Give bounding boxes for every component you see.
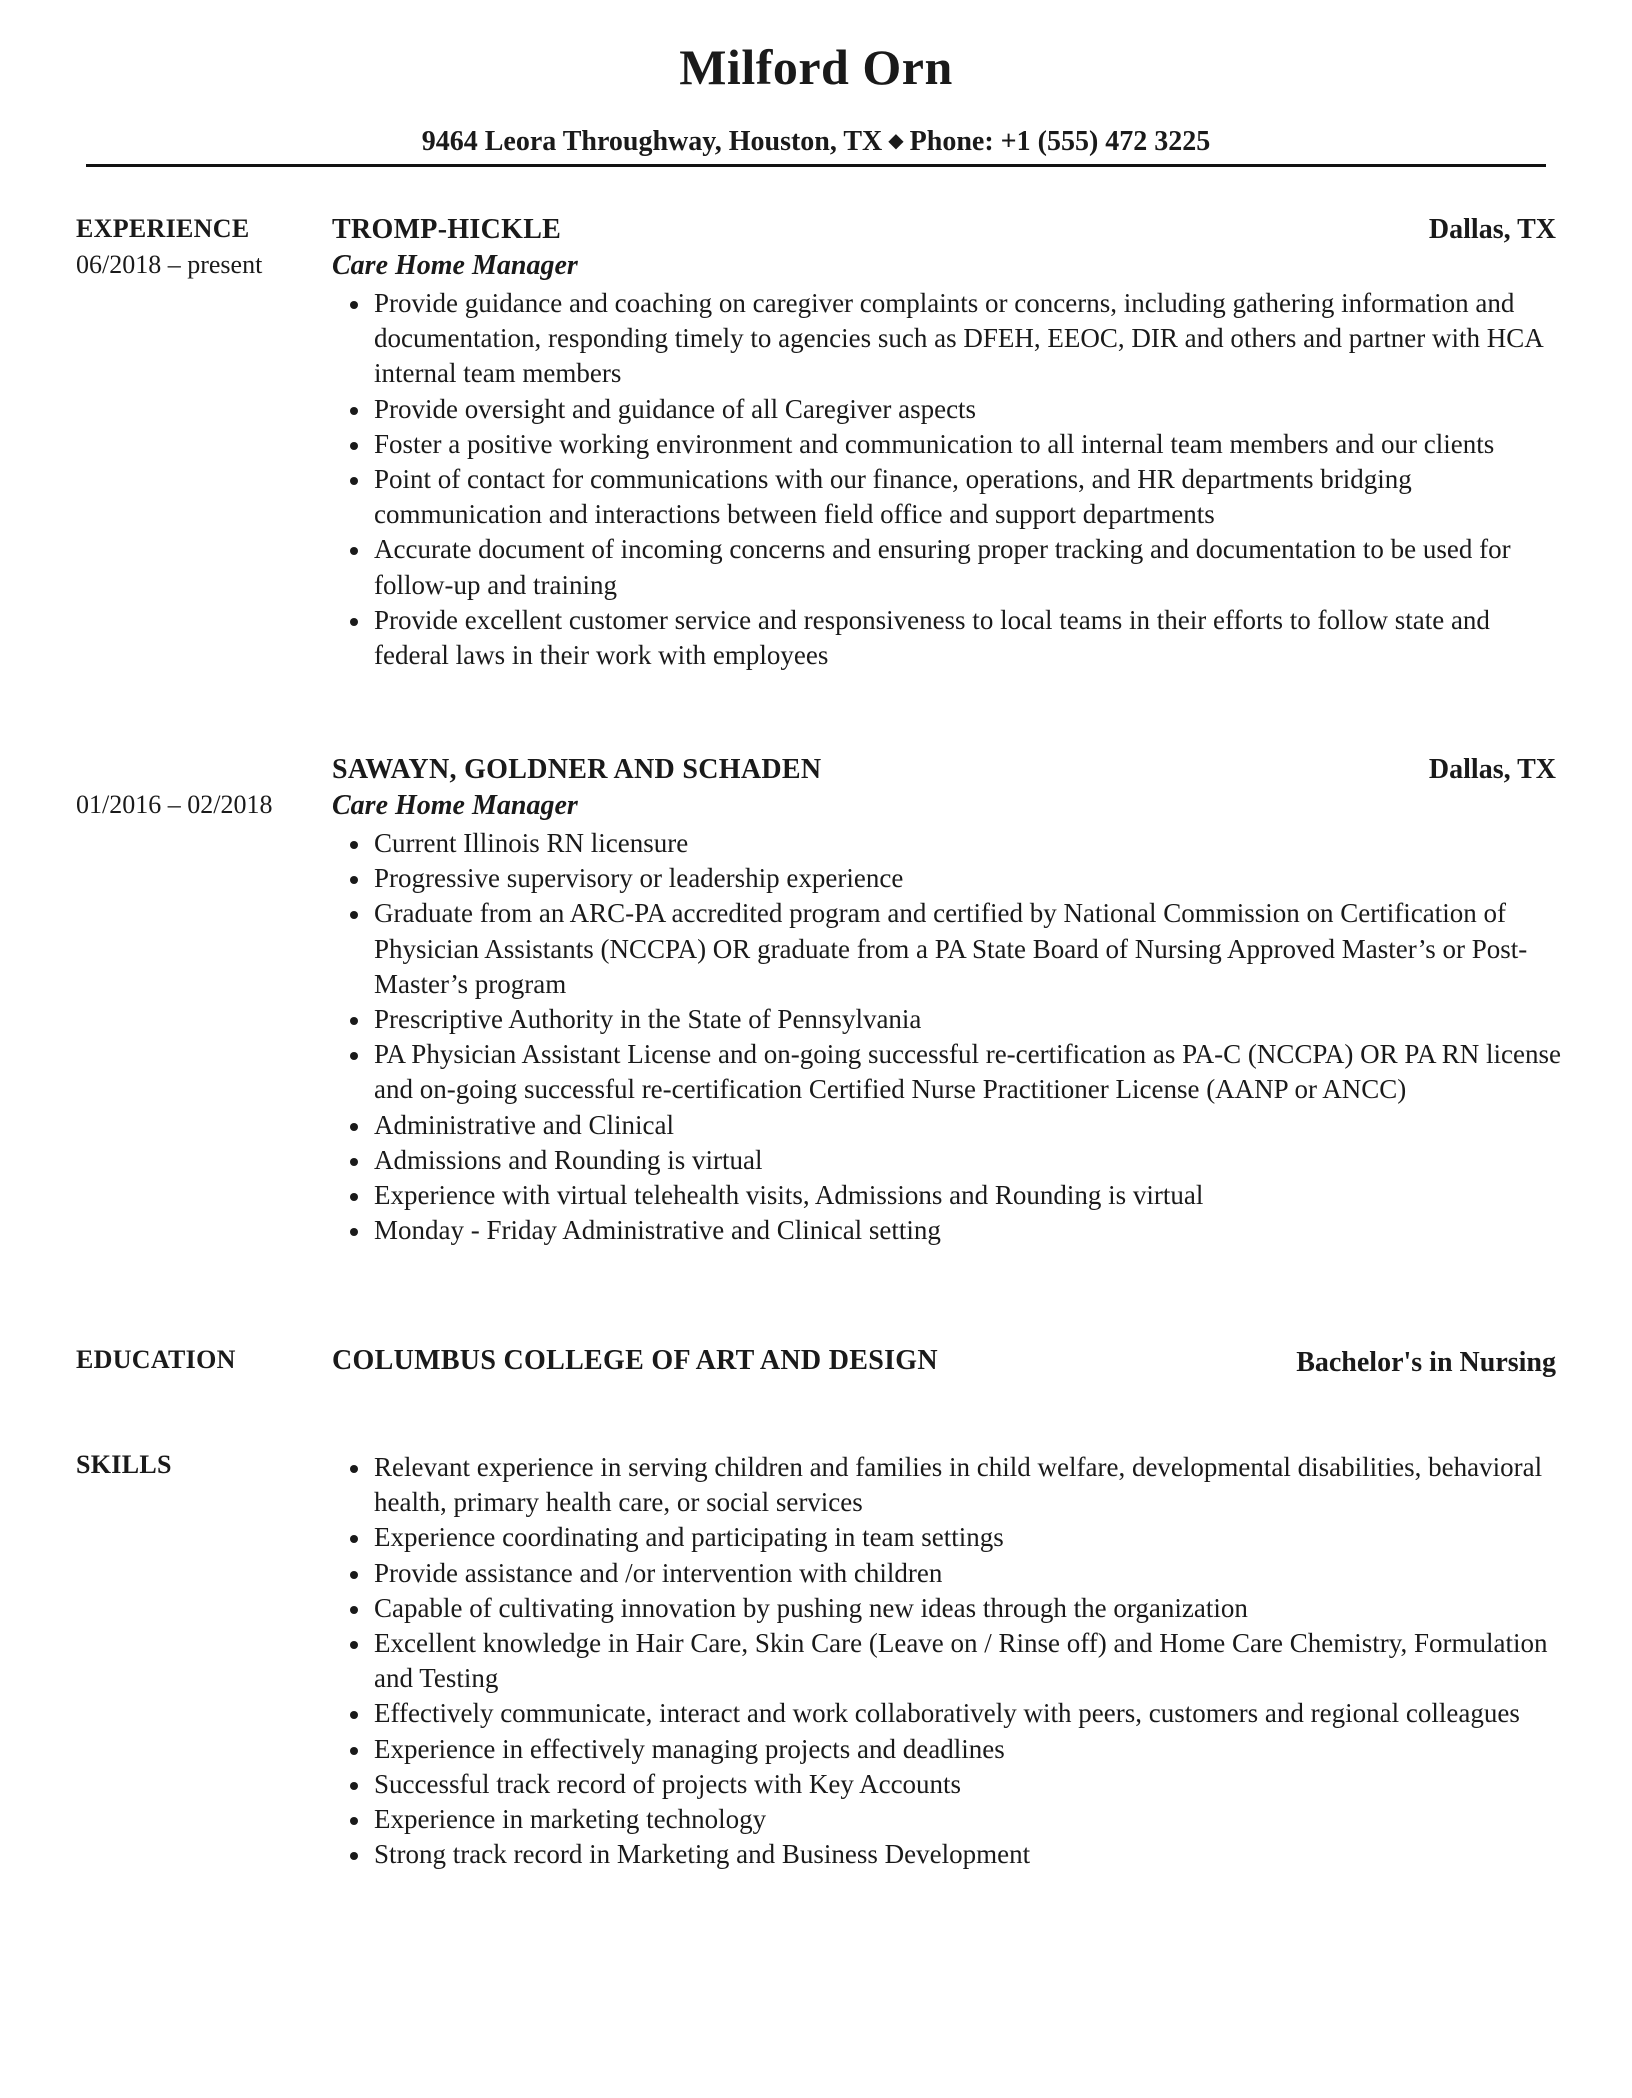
list-item: Administrative and Clinical: [332, 1108, 1562, 1143]
experience-heading: EXPERIENCE: [76, 214, 250, 243]
address: 9464 Leora Throughway, Houston, TX: [421, 126, 883, 157]
list-item: Accurate document of incoming concerns and ensuring proper tracking and documentation to be used for follow-up and training: [332, 532, 1562, 602]
list-item: Excellent knowledge in Hair Care, Skin Care (Leave on / Rinse off) and Home Care Chemistry, Formulation and Testing: [332, 1626, 1562, 1696]
list-item: Graduate from an ARC-PA accredited program and certified by National Commission on Certification of Physician Assistants (NCCPA) OR graduate from a PA State Board of Nursing Approved Master’s or Post-Master’s program: [332, 896, 1562, 1002]
list-item: Provide guidance and coaching on caregiver complaints or concerns, including gathering information and documentation, responding timely to agencies such as DFEH, EEOC, DIR and others and partner with HCA internal team members: [332, 286, 1562, 392]
job-title: Care Home Manager: [332, 790, 578, 821]
list-item: Relevant experience in serving children and families in child welfare, developmental disabilities, behavioral health, primary health care, or social services: [332, 1450, 1562, 1520]
job-company: TROMP-HICKLE: [332, 214, 562, 245]
list-item: Provide excellent customer service and responsiveness to local teams in their efforts to follow state and federal laws in their work with employees: [332, 603, 1562, 673]
job-location: Dallas, TX: [1428, 214, 1556, 245]
phone: Phone: +1 (555) 472 3225: [909, 126, 1211, 157]
header-divider: [86, 164, 1546, 167]
job-bullets: [332, 286, 1562, 673]
job-dates: 01/2016 – 02/2018: [76, 790, 273, 819]
list-item: Experience in effectively managing projects and deadlines: [332, 1732, 1562, 1767]
skills-heading: SKILLS: [76, 1450, 172, 1479]
job-dates: 06/2018 – present: [76, 250, 263, 279]
list-item: Foster a positive working environment and communication to all internal team members and our clients: [332, 427, 1562, 462]
list-item: Admissions and Rounding is virtual: [332, 1143, 1562, 1178]
job-bullets: [332, 826, 1562, 1248]
education-heading: EDUCATION: [76, 1345, 236, 1374]
contact-line: [0, 126, 1632, 158]
list-item: Experience with virtual telehealth visits, Admissions and Rounding is virtual: [332, 1178, 1562, 1213]
candidate-name: Milford Orn: [679, 39, 953, 95]
list-item: Prescriptive Authority in the State of Pennsylvania: [332, 1002, 1562, 1037]
education-school: COLUMBUS COLLEGE OF ART AND DESIGN: [332, 1345, 938, 1376]
education-degree: Bachelor's in Nursing: [1296, 1347, 1556, 1378]
list-item: Successful track record of projects with Key Accounts: [332, 1767, 1562, 1802]
job-title: Care Home Manager: [332, 250, 578, 281]
skills-list: [332, 1450, 1562, 1872]
list-item: Point of contact for communications with our finance, operations, and HR departments bridging communication and interactions between field office and support departments: [332, 462, 1562, 532]
list-item: Experience coordinating and participating in team settings: [332, 1520, 1562, 1555]
list-item: PA Physician Assistant License and on-going successful re-certification as PA-C (NCCPA) OR PA RN license and on-going successful re-certification Certified Nurse Practitioner License (AANP or ANCC): [332, 1037, 1562, 1107]
list-item: Progressive supervisory or leadership experience: [332, 861, 1562, 896]
job-location: Dallas, TX: [1428, 754, 1556, 785]
diamond-separator-icon: ◆: [888, 130, 904, 152]
list-item: Monday - Friday Administrative and Clinical setting: [332, 1213, 1562, 1248]
job-company: SAWAYN, GOLDNER AND SCHADEN: [332, 754, 822, 785]
list-item: Current Illinois RN licensure: [332, 826, 1562, 861]
list-item: Capable of cultivating innovation by pushing new ideas through the organization: [332, 1591, 1562, 1626]
list-item: Effectively communicate, interact and work collaboratively with peers, customers and regional colleagues: [332, 1696, 1562, 1731]
list-item: Provide assistance and /or intervention with children: [332, 1556, 1562, 1591]
list-item: Provide oversight and guidance of all Caregiver aspects: [332, 392, 1562, 427]
list-item: Strong track record in Marketing and Business Development: [332, 1837, 1562, 1872]
list-item: Experience in marketing technology: [332, 1802, 1562, 1837]
